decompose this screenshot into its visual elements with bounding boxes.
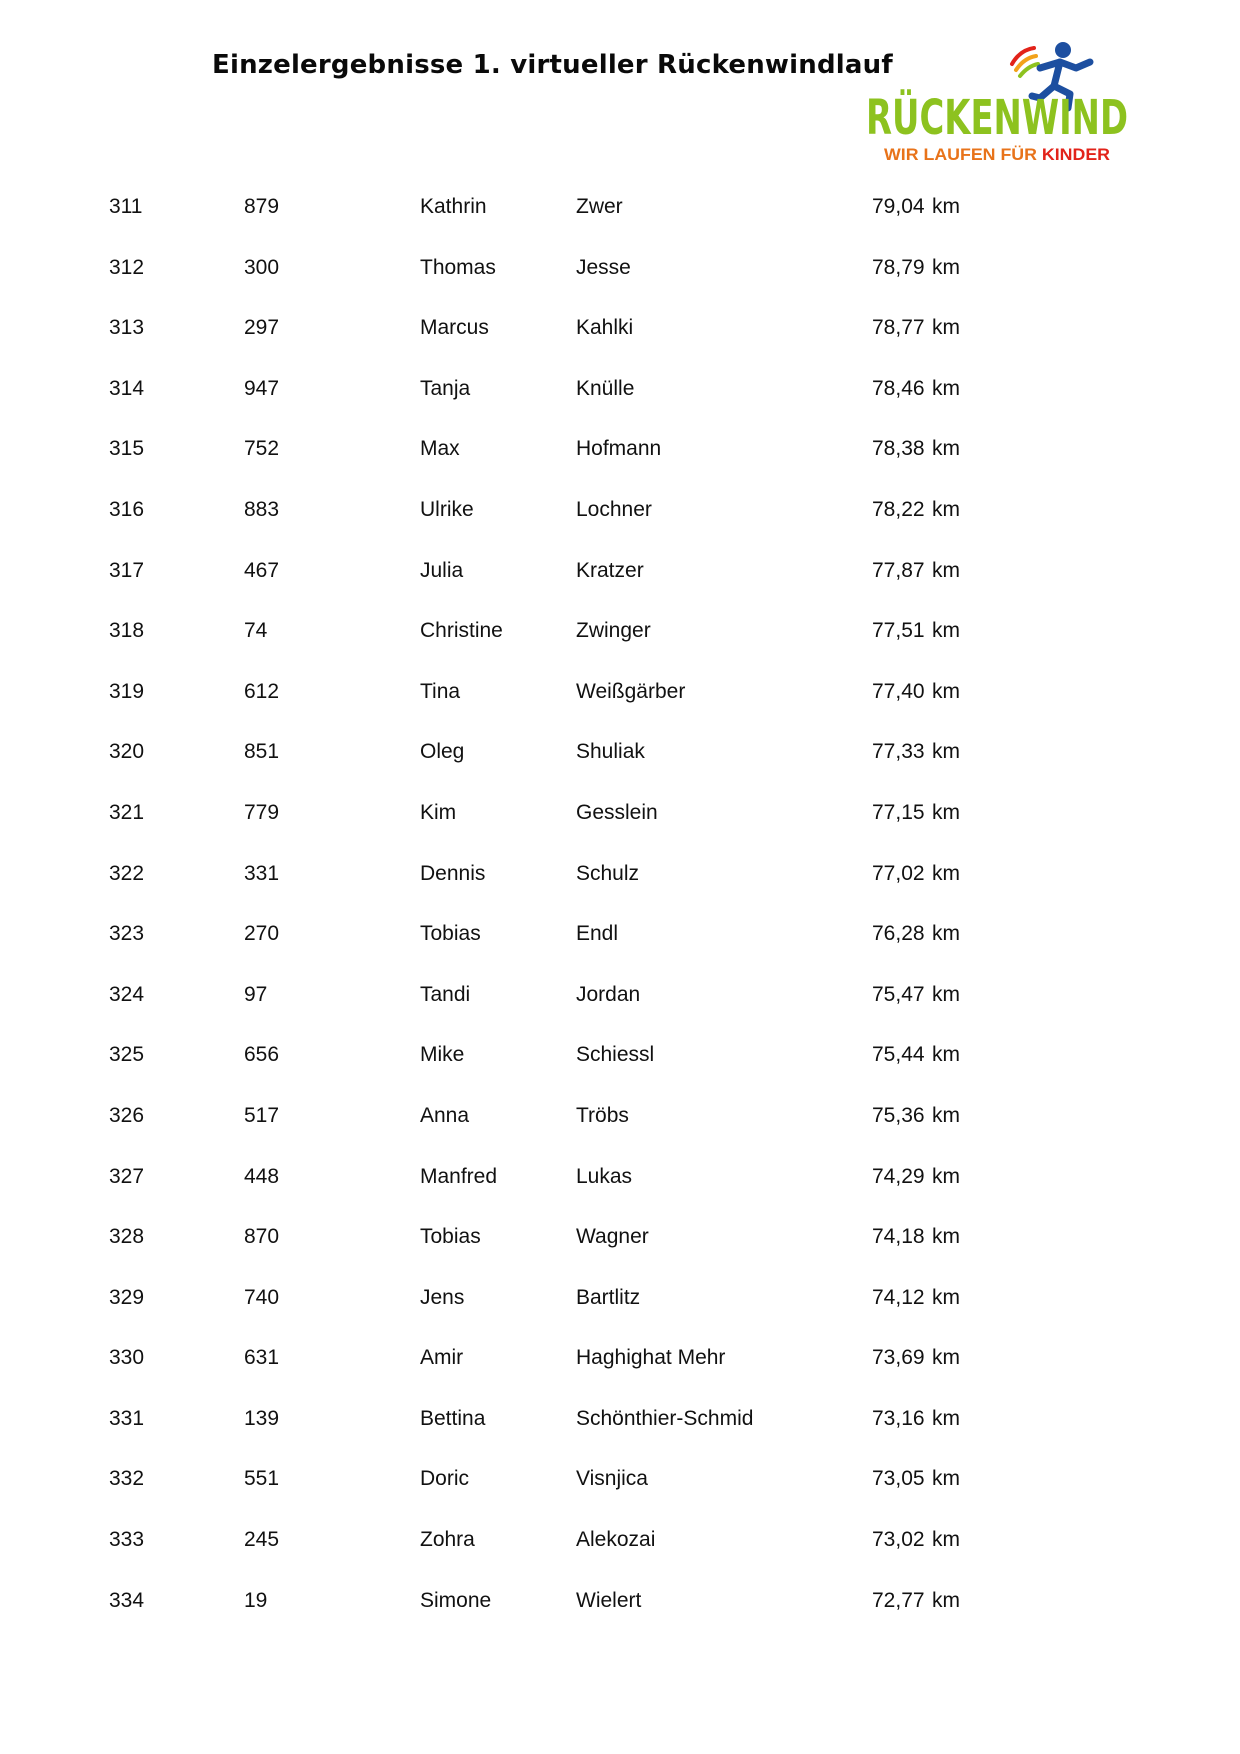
first-name-cell: Manfred — [420, 1164, 498, 1188]
first-name-cell: Jens — [420, 1285, 465, 1309]
last-name-cell: Shuliak — [576, 740, 645, 764]
table-row — [0, 1096, 1240, 1157]
distance-cell: 76,28 — [872, 922, 925, 946]
first-name-cell: Julia — [420, 558, 464, 582]
distance-cell: 78,38 — [872, 437, 925, 461]
last-name-cell: Zwer — [576, 195, 623, 218]
table-row — [0, 1520, 1240, 1581]
distance-cell: 77,02 — [872, 861, 925, 885]
bib-number-cell: 752 — [244, 437, 280, 461]
table-row — [0, 854, 1240, 915]
last-name-cell: Hofmann — [576, 437, 662, 461]
bib-number-cell: 656 — [244, 1043, 280, 1067]
place-cell: 311 — [109, 195, 143, 218]
place-cell: 329 — [109, 1285, 145, 1309]
bib-number-cell: 448 — [244, 1164, 280, 1188]
place-cell: 326 — [109, 1103, 145, 1127]
last-name-cell: Kratzer — [576, 558, 644, 582]
bib-number-cell: 300 — [244, 255, 280, 279]
bib-number-cell: 270 — [244, 922, 280, 946]
place-cell: 322 — [109, 861, 145, 885]
last-name-cell: Visnjica — [576, 1467, 648, 1491]
place-cell: 334 — [109, 1588, 145, 1612]
distance-cell: 74,29 — [872, 1164, 925, 1188]
table-row — [0, 611, 1240, 672]
first-name-cell: Bettina — [420, 1406, 486, 1430]
last-name-cell: Tröbs — [576, 1103, 629, 1127]
bib-number-cell: 517 — [244, 1103, 280, 1127]
table-row — [0, 1278, 1240, 1339]
unit-cell: km — [932, 497, 960, 521]
distance-cell: 72,77 — [872, 1588, 925, 1612]
distance-cell: 75,44 — [872, 1043, 925, 1067]
unit-cell: km — [932, 740, 960, 764]
unit-cell: km — [932, 679, 960, 703]
first-name-cell: Tandi — [420, 982, 471, 1006]
distance-cell: 73,02 — [872, 1528, 925, 1552]
first-name-cell: Tobias — [420, 922, 481, 946]
bib-number-cell: 883 — [244, 497, 280, 521]
place-cell: 327 — [109, 1164, 145, 1188]
distance-cell: 75,47 — [872, 982, 925, 1006]
place-cell: 332 — [109, 1467, 145, 1491]
distance-cell: 77,33 — [872, 740, 925, 764]
table-row — [0, 187, 1240, 248]
distance-cell: 78,77 — [872, 316, 925, 340]
unit-cell: km — [932, 619, 960, 643]
distance-cell: 75,36 — [872, 1103, 925, 1127]
last-name-cell: Endl — [576, 922, 619, 946]
unit-cell: km — [932, 1346, 960, 1370]
place-cell: 323 — [109, 922, 145, 946]
table-row — [0, 975, 1240, 1036]
distance-cell: 77,51 — [872, 619, 925, 643]
distance-cell: 77,15 — [872, 800, 925, 824]
last-name-cell: Wielert — [576, 1588, 642, 1612]
runner-logo-icon — [862, 38, 1239, 164]
unit-cell: km — [932, 558, 960, 582]
unit-cell: km — [932, 1164, 960, 1188]
bib-number-cell: 740 — [244, 1285, 280, 1309]
bib-number-cell: 779 — [244, 800, 280, 824]
distance-cell: 74,12 — [872, 1285, 925, 1309]
unit-cell: km — [932, 1043, 960, 1067]
bib-number-cell: 97 — [244, 982, 268, 1006]
unit-cell: km — [932, 1588, 960, 1612]
svg-text:WIR LAUFEN FÜR KINDER: WIR LAUFEN FÜR KINDER — [884, 145, 1108, 164]
last-name-cell: Jordan — [576, 982, 641, 1006]
unit-cell: km — [932, 437, 960, 461]
unit-cell: km — [932, 376, 960, 400]
first-name-cell: Marcus — [420, 316, 489, 340]
distance-cell: 73,05 — [872, 1467, 925, 1491]
table-row — [0, 308, 1240, 369]
bib-number-cell: 297 — [244, 316, 280, 340]
bib-number-cell: 139 — [244, 1406, 280, 1430]
distance-cell: 79,04 — [872, 195, 925, 218]
distance-cell: 73,16 — [872, 1406, 925, 1430]
first-name-cell: Zohra — [420, 1528, 475, 1552]
first-name-cell: Kathrin — [420, 195, 487, 218]
unit-cell: km — [932, 1406, 960, 1430]
place-cell: 313 — [109, 316, 145, 340]
first-name-cell: Max — [420, 437, 460, 461]
bib-number-cell: 551 — [244, 1467, 280, 1491]
table-row — [0, 369, 1240, 430]
first-name-cell: Doric — [420, 1467, 470, 1491]
unit-cell: km — [932, 1467, 960, 1491]
last-name-cell: Lukas — [576, 1164, 633, 1188]
first-name-cell: Kim — [420, 800, 457, 824]
place-cell: 330 — [109, 1346, 145, 1370]
table-row — [0, 429, 1240, 490]
unit-cell: km — [932, 1103, 960, 1127]
place-cell: 324 — [109, 982, 145, 1006]
table-row — [0, 1338, 1240, 1399]
table-row — [0, 248, 1240, 309]
place-cell: 318 — [109, 619, 145, 643]
place-cell: 312 — [109, 255, 145, 279]
last-name-cell: Zwinger — [576, 619, 651, 643]
bib-number-cell: 74 — [244, 619, 268, 643]
place-cell: 325 — [109, 1043, 145, 1067]
last-name-cell: Schiessl — [576, 1043, 655, 1067]
last-name-cell: Haghighat Mehr — [576, 1346, 726, 1370]
place-cell: 333 — [109, 1528, 145, 1552]
table-row — [0, 914, 1240, 975]
first-name-cell: Thomas — [420, 255, 496, 279]
first-name-cell: Anna — [420, 1103, 470, 1127]
unit-cell: km — [932, 1225, 960, 1249]
first-name-cell: Amir — [420, 1346, 464, 1370]
unit-cell: km — [932, 255, 960, 279]
table-row — [0, 1035, 1240, 1096]
page-title: Einzelergebnisse 1. virtueller Rückenwindlauf — [212, 50, 893, 80]
unit-cell: km — [932, 861, 960, 885]
last-name-cell: Wagner — [576, 1225, 649, 1249]
first-name-cell: Dennis — [420, 861, 486, 885]
bib-number-cell: 19 — [244, 1588, 268, 1612]
table-row — [0, 551, 1240, 612]
place-cell: 320 — [109, 740, 145, 764]
first-name-cell: Oleg — [420, 740, 465, 764]
bib-number-cell: 851 — [244, 740, 280, 764]
bib-number-cell: 612 — [244, 679, 280, 703]
first-name-cell: Ulrike — [420, 497, 474, 521]
bib-number-cell: 331 — [244, 861, 280, 885]
unit-cell: km — [932, 1528, 960, 1552]
place-cell: 328 — [109, 1225, 145, 1249]
svg-text:RÜCKENWIND: RÜCKENWIND — [866, 90, 1239, 146]
rueckenwind-logo — [862, 38, 1239, 164]
place-cell: 314 — [109, 376, 145, 400]
bib-number-cell: 879 — [244, 195, 280, 218]
distance-cell: 77,40 — [872, 679, 925, 703]
unit-cell: km — [932, 316, 960, 340]
first-name-cell: Tina — [420, 679, 461, 703]
distance-cell: 78,79 — [872, 255, 925, 279]
last-name-cell: Knülle — [576, 376, 635, 400]
first-name-cell: Tanja — [420, 376, 471, 400]
distance-cell: 74,18 — [872, 1225, 925, 1249]
place-cell: 321 — [109, 800, 145, 824]
last-name-cell: Schulz — [576, 861, 640, 885]
last-name-cell: Alekozai — [576, 1528, 656, 1552]
table-row — [0, 490, 1240, 551]
distance-cell: 78,46 — [872, 376, 925, 400]
table-row — [0, 732, 1240, 793]
bib-number-cell: 631 — [244, 1346, 280, 1370]
unit-cell: km — [932, 800, 960, 824]
bib-number-cell: 870 — [244, 1225, 280, 1249]
bib-number-cell: 245 — [244, 1528, 280, 1552]
bib-number-cell: 947 — [244, 376, 280, 400]
last-name-cell: Weißgärber — [576, 679, 686, 703]
table-row — [0, 1399, 1240, 1460]
first-name-cell: Simone — [420, 1588, 492, 1612]
place-cell: 319 — [109, 679, 145, 703]
first-name-cell: Tobias — [420, 1225, 481, 1249]
distance-cell: 77,87 — [872, 558, 925, 582]
table-row — [0, 1157, 1240, 1218]
last-name-cell: Jesse — [576, 255, 631, 279]
distance-cell: 78,22 — [872, 497, 925, 521]
last-name-cell: Lochner — [576, 497, 652, 521]
last-name-cell: Schönthier-Schmid — [576, 1406, 754, 1430]
place-cell: 317 — [109, 558, 145, 582]
place-cell: 315 — [109, 437, 145, 461]
unit-cell: km — [932, 195, 960, 218]
table-row — [0, 1217, 1240, 1278]
table-row — [0, 1459, 1240, 1520]
unit-cell: km — [932, 982, 960, 1006]
last-name-cell: Gesslein — [576, 800, 658, 824]
first-name-cell: Mike — [420, 1043, 465, 1067]
last-name-cell: Bartlitz — [576, 1285, 641, 1309]
bib-number-cell: 467 — [244, 558, 280, 582]
place-cell: 316 — [109, 497, 145, 521]
first-name-cell: Christine — [420, 619, 503, 643]
table-row — [0, 672, 1240, 733]
distance-cell: 73,69 — [872, 1346, 925, 1370]
table-row — [0, 1581, 1240, 1642]
results-table — [0, 187, 1240, 1641]
place-cell: 331 — [109, 1406, 145, 1430]
last-name-cell: Kahlki — [576, 316, 634, 340]
table-row — [0, 793, 1240, 854]
unit-cell: km — [932, 1285, 960, 1309]
unit-cell: km — [932, 922, 960, 946]
